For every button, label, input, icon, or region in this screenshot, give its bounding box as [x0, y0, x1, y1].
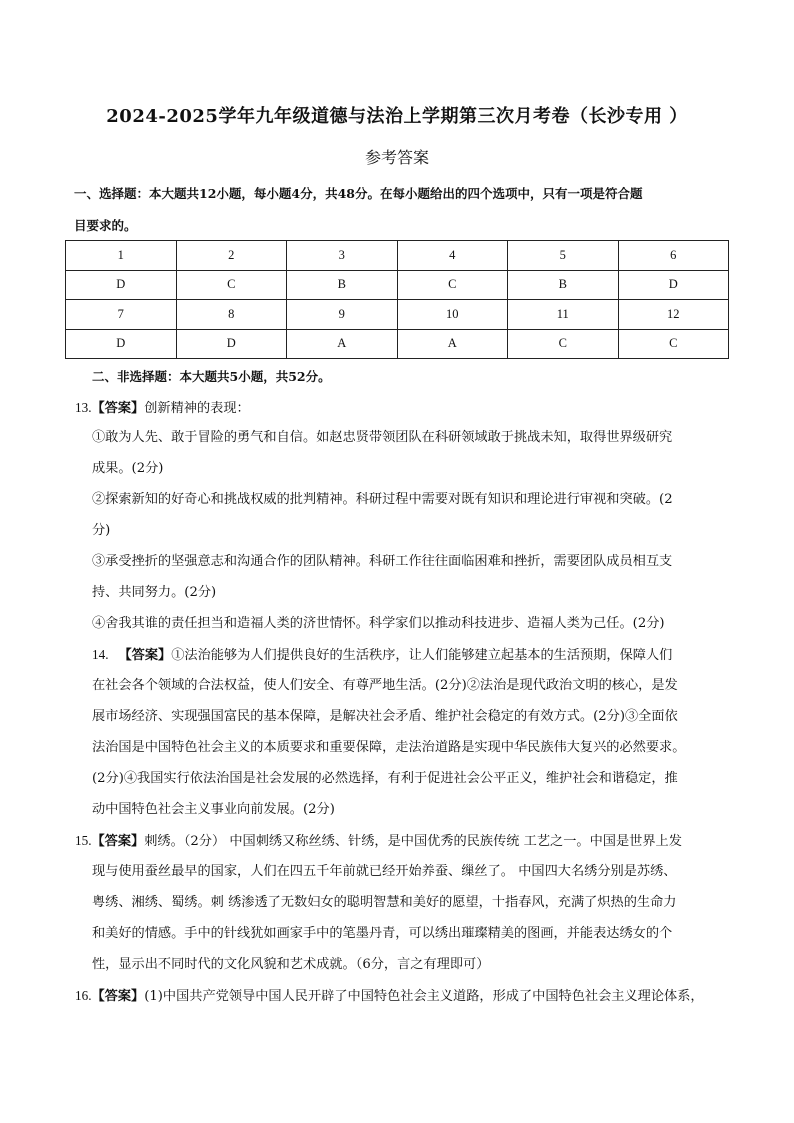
answer-table-cell: 8: [176, 300, 287, 330]
q14-header: [92, 645, 672, 666]
answer-table-cell: 4: [397, 241, 508, 271]
answer-table-cell: D: [66, 270, 177, 300]
q14-line: 动中国特色社会主义事业向前发展。(2分): [92, 802, 335, 817]
answer-table-cell: C: [508, 329, 619, 359]
q15-line: 粤绣、湘绣、蜀绣。刺 绣渗透了无数妇女的聪明智慧和美好的愿望，十指春风，充满了炽热的生命力: [92, 895, 677, 910]
q14-line: 法治国是中国特色社会主义的本质要求和重要保障，走法治道路是实现中华民族伟大复兴的必然要求。: [92, 740, 686, 755]
q16-first-line: (1)中国共产党领导中国人民开辟了中国特色社会主义道路，形成了中国特色社会主义理论体系，: [144, 989, 704, 1004]
section1-heading-line1: 一、选择题：本大题共12小题，每小题4分，共48分。在每小题给出的四个选项中，只有一项是符合题: [74, 186, 643, 201]
q16-header: [75, 986, 704, 1007]
q13-line: 持、共同努力。(2分): [92, 585, 217, 600]
answer-table-cell: B: [287, 270, 398, 300]
q15-header: [75, 831, 682, 852]
q14-answer-tag: 【答案】: [118, 648, 172, 663]
q13-answer-tag: 【答案】: [91, 401, 145, 416]
q16-number: 16.: [75, 988, 92, 1003]
q15-line: 性，显示出不同时代的文化风貌和艺术成就。（6分，言之有理即可）: [92, 957, 490, 972]
answer-table-cell: A: [287, 329, 398, 359]
answer-table-number-row: [66, 300, 729, 330]
answer-table-cell: 3: [287, 241, 398, 271]
q16-answer-tag: 【答案】: [91, 989, 145, 1004]
q14-number: 14.: [92, 647, 109, 662]
answer-table-number-row: [66, 241, 729, 271]
answer-table-cell: D: [176, 329, 287, 359]
page-title: 2024-2025学年九年级道德与法治上学期第三次月考卷（长沙专用 ）: [106, 106, 688, 127]
q13-line: 分): [92, 523, 111, 538]
answer-table-cell: 12: [618, 300, 729, 330]
answer-table-answer-row: [66, 329, 729, 359]
answer-table-cell: C: [176, 270, 287, 300]
answer-table-cell: D: [618, 270, 729, 300]
answer-table-cell: 11: [508, 300, 619, 330]
answer-table-cell: 9: [287, 300, 398, 330]
q13-line: ④舍我其谁的责任担当和造福人类的济世情怀。科学家们以推动科技进步、造福人类为己任。(2分): [92, 616, 665, 631]
q15-line: 现与使用蚕丝最早的国家，人们在四五千年前就已经开始养蚕、缫丝了。 中国四大名绣分别是苏绣、: [92, 864, 677, 879]
page-subtitle: 参考答案: [364, 148, 429, 167]
q13-line: 成果。(2分): [92, 461, 164, 476]
answer-table-answer-row: [66, 270, 729, 300]
answer-table-cell: 10: [397, 300, 508, 330]
answer-table-cell: C: [618, 329, 729, 359]
section1-heading-line2: 目要求的。: [74, 218, 137, 233]
answer-table-cell: 6: [618, 241, 729, 271]
q14-first-line: ①法治能够为人们提供良好的生活秩序，让人们能够建立起基本的生活预期，保障人们: [171, 648, 673, 663]
answer-table-cell: 5: [508, 241, 619, 271]
q15-first-line: 刺绣。（2分） 中国刺绣又称丝绣、针绣，是中国优秀的民族传统 工艺之一。中国是世界上发: [144, 834, 682, 849]
answer-table-cell: A: [397, 329, 508, 359]
q13-intro: 创新精神的表现：: [144, 401, 250, 416]
answer-table: [65, 240, 729, 359]
q15-answer-tag: 【答案】: [91, 834, 145, 849]
q15-number: 15.: [75, 833, 92, 848]
answer-table-cell: 2: [176, 241, 287, 271]
answer-table-cell: 7: [66, 300, 177, 330]
section2-heading: 二、非选择题：本大题共5小题，共52分。: [92, 369, 331, 384]
answer-table-cell: D: [66, 329, 177, 359]
answer-table-cell: B: [508, 270, 619, 300]
q15-line: 和美好的情感。手中的针线犹如画家手中的笔墨丹青，可以绣出璀璨精美的图画，并能表达绣女的个: [92, 926, 673, 941]
q14-line: 展市场经济、实现强国富民的基本保障，是解决社会矛盾、维护社会稳定的有效方式。(2分)③全面依: [92, 709, 678, 724]
answer-table-cell: C: [397, 270, 508, 300]
q14-line: 在社会各个领域的合法权益，使人们安全、有尊严地生活。(2分)②法治是现代政治文明的核心，是发: [92, 678, 678, 693]
q13-header: [75, 398, 250, 419]
q13-line: ②探索新知的好奇心和挑战权威的批判精神。科研过程中需要对既有知识和理论进行审视和突破。(2: [92, 492, 673, 507]
q14-line: (2分)④我国实行依法治国是社会发展的必然选择，有利于促进社会公平正义，维护社会和谐稳定，推: [92, 771, 678, 786]
answer-table-cell: 1: [66, 241, 177, 271]
q13-line: ①敢为人先、敢于冒险的勇气和自信。如赵忠贤带领团队在科研领域敢于挑战未知，取得世界级研究: [92, 430, 673, 445]
q13-line: ③承受挫折的坚强意志和沟通合作的团队精神。科研工作往往面临困难和挫折，需要团队成员相互支: [92, 554, 673, 569]
q13-number: 13.: [75, 400, 92, 415]
